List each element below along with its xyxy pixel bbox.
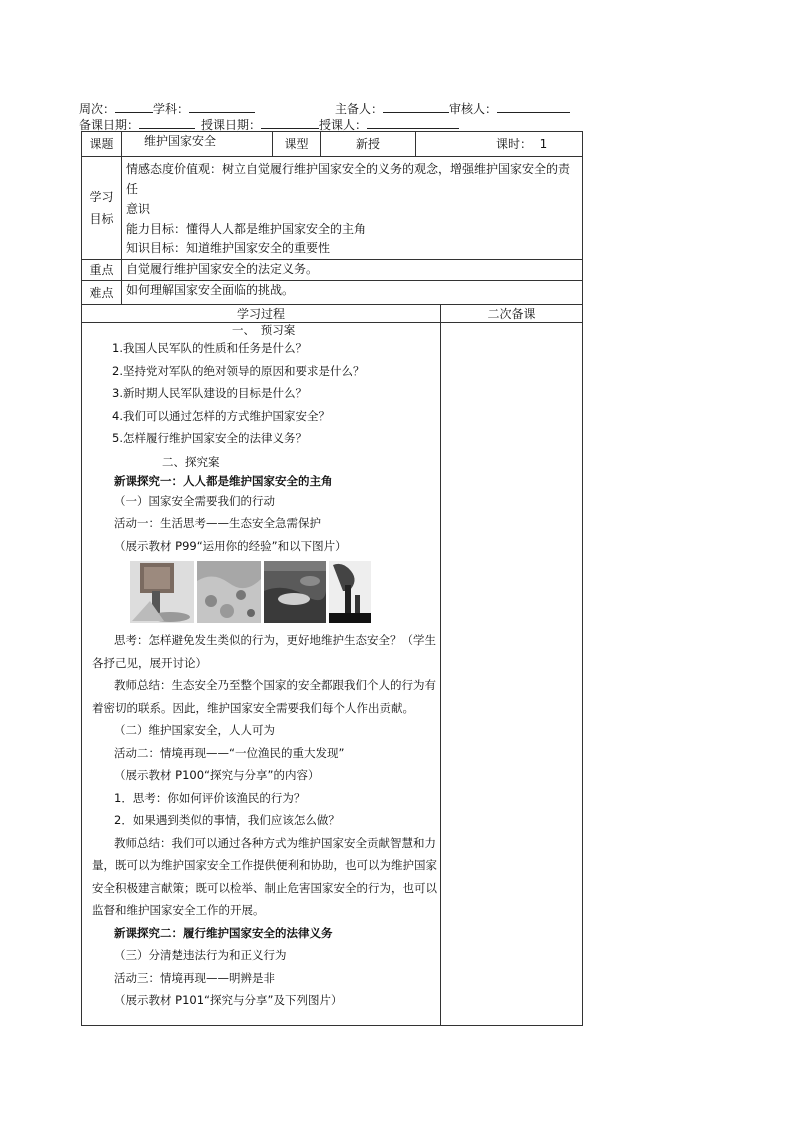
topic-label: 课题 bbox=[82, 132, 122, 157]
summary2-c: 安全积极建言献策；既可以检举、制止危害国家安全的行为，也可以 bbox=[92, 880, 437, 895]
second-prep-label: 二次备课 bbox=[441, 305, 583, 323]
subject-label: 学科： bbox=[153, 102, 190, 116]
key-label: 重点 bbox=[82, 260, 122, 281]
preview-q1: 1.我国人民军队的性质和任务是什么？ bbox=[112, 341, 307, 355]
question-1: 1．思考：你如何评价该渔民的行为？ bbox=[114, 790, 306, 805]
goal-emotion-cont: 意识 bbox=[126, 202, 151, 216]
summary2-a: 教师总结：我们可以通过各种方式为维护国家安全贡献智慧和力 bbox=[114, 835, 436, 850]
key-value: 自觉履行维护国家安全的法定义务。 bbox=[122, 260, 583, 281]
prep-date-field[interactable] bbox=[139, 115, 195, 129]
lecture-date-label: 授课日期： bbox=[201, 118, 262, 132]
period-label: 课时： bbox=[496, 137, 533, 151]
week-label: 周次： bbox=[79, 102, 116, 116]
think1-b: 各抒己见，展开讨论） bbox=[92, 655, 207, 670]
question-2: 2．如果遇到类似的事情，我们应该怎么做？ bbox=[114, 813, 340, 827]
reviewer-label: 审核人： bbox=[449, 102, 498, 116]
activity2-note: （展示教材 P100“探究与分享”的内容） bbox=[114, 768, 320, 782]
summary1-b: 着密切的联系。因此，维护国家安全需要我们每个人作出贡献。 bbox=[92, 700, 414, 715]
lecturer-field[interactable] bbox=[367, 115, 459, 129]
inquiry1-title: 新课探究一：人人都是维护国家安全的主角 bbox=[114, 473, 333, 488]
key-row bbox=[82, 260, 583, 281]
section1-title: （一）国家安全需要我们的行动 bbox=[114, 493, 275, 508]
eco-images bbox=[92, 561, 434, 623]
activity1: 活动一：生活思考——生态安全急需保护 bbox=[114, 516, 321, 530]
process-label: 学习过程 bbox=[82, 305, 441, 323]
summary1-a: 教师总结：生态安全乃至整个国家的安全都跟我们个人的行为有 bbox=[114, 678, 436, 692]
activity1-note: （展示教材 P99“运用你的经验”和以下图片） bbox=[114, 538, 347, 553]
process-content bbox=[82, 323, 441, 1026]
explore-title: 二、探究案 bbox=[162, 454, 220, 469]
preview-q4: 4.我们可以通过怎样的方式维护国家安全？ bbox=[112, 408, 330, 423]
prep-date-label: 备课日期： bbox=[79, 118, 140, 132]
lesson-plan-table bbox=[81, 131, 583, 1026]
topic-row bbox=[82, 132, 583, 157]
topic-value: 维护国家安全 bbox=[122, 132, 273, 157]
think1-a: 思考：怎样避免发生类似的行为，更好地维护生态安全？（学生 bbox=[114, 633, 436, 647]
section3-title: （三）分清楚违法行为和正义行为 bbox=[114, 948, 287, 962]
activity2: 活动二：情境再现——“一位渔民的重大发现” bbox=[114, 745, 345, 760]
difficulty-row bbox=[82, 281, 583, 305]
process-body-row bbox=[82, 323, 583, 1026]
preview-title: 一、 预习案 bbox=[232, 323, 296, 337]
difficulty-value: 如何理解国家安全面临的挑战。 bbox=[122, 281, 583, 305]
difficulty-label: 难点 bbox=[82, 281, 122, 305]
goals-label: 学习目标 bbox=[82, 157, 122, 260]
lecturer-label: 授课人： bbox=[319, 118, 368, 132]
lecture-date-field[interactable] bbox=[261, 115, 319, 129]
deforestation-image bbox=[130, 561, 194, 623]
summary2-b: 量，既可以为维护国家安全工作提供便利和协助，也可以为维护国家 bbox=[92, 858, 437, 872]
second-prep-notes[interactable] bbox=[441, 323, 583, 1026]
type-value: 新授 bbox=[321, 132, 416, 157]
period-value: 1 bbox=[539, 137, 548, 151]
activity3: 活动三：情境再现——明辨是非 bbox=[114, 970, 275, 985]
inquiry2-title: 新课探究二：履行维护国家安全的法律义务 bbox=[114, 925, 333, 940]
period-cell bbox=[416, 132, 583, 157]
goals-row bbox=[82, 157, 583, 260]
goals-content bbox=[122, 157, 583, 260]
process-header-row bbox=[82, 305, 583, 323]
preview-q5: 5.怎样履行维护国家安全的法律义务？ bbox=[112, 431, 307, 445]
preview-q2: 2.坚持党对军队的绝对领导的原因和要求是什么？ bbox=[112, 363, 365, 378]
reviewer-field[interactable] bbox=[497, 99, 570, 113]
type-label: 课型 bbox=[273, 132, 321, 157]
week-field[interactable] bbox=[115, 99, 153, 113]
goal-ability: 能力目标：懂得人人都是维护国家安全的主角 bbox=[126, 222, 367, 236]
preview-q3: 3.新时期人民军队建设的目标是什么？ bbox=[112, 386, 307, 400]
goal-emotion: 情感态度价值观：树立自觉履行维护国家安全的义务的观念，增强维护国家安全的责任 bbox=[126, 162, 571, 196]
desert-image bbox=[197, 561, 261, 623]
section2-title: （二）维护国家安全，人人可为 bbox=[114, 723, 275, 737]
summary2-d: 监督和维护国家安全工作的开展。 bbox=[92, 903, 265, 917]
polluted-water-image bbox=[264, 561, 326, 623]
activity3-note: （展示教材 P101“探究与分享”及下列图片） bbox=[114, 993, 343, 1007]
subject-field[interactable] bbox=[189, 99, 255, 113]
goal-knowledge: 知识目标：知道维护国家安全的重要性 bbox=[126, 241, 331, 255]
preparer-label: 主备人： bbox=[335, 102, 384, 116]
smokestack-image bbox=[329, 561, 371, 623]
preparer-field[interactable] bbox=[383, 99, 449, 113]
